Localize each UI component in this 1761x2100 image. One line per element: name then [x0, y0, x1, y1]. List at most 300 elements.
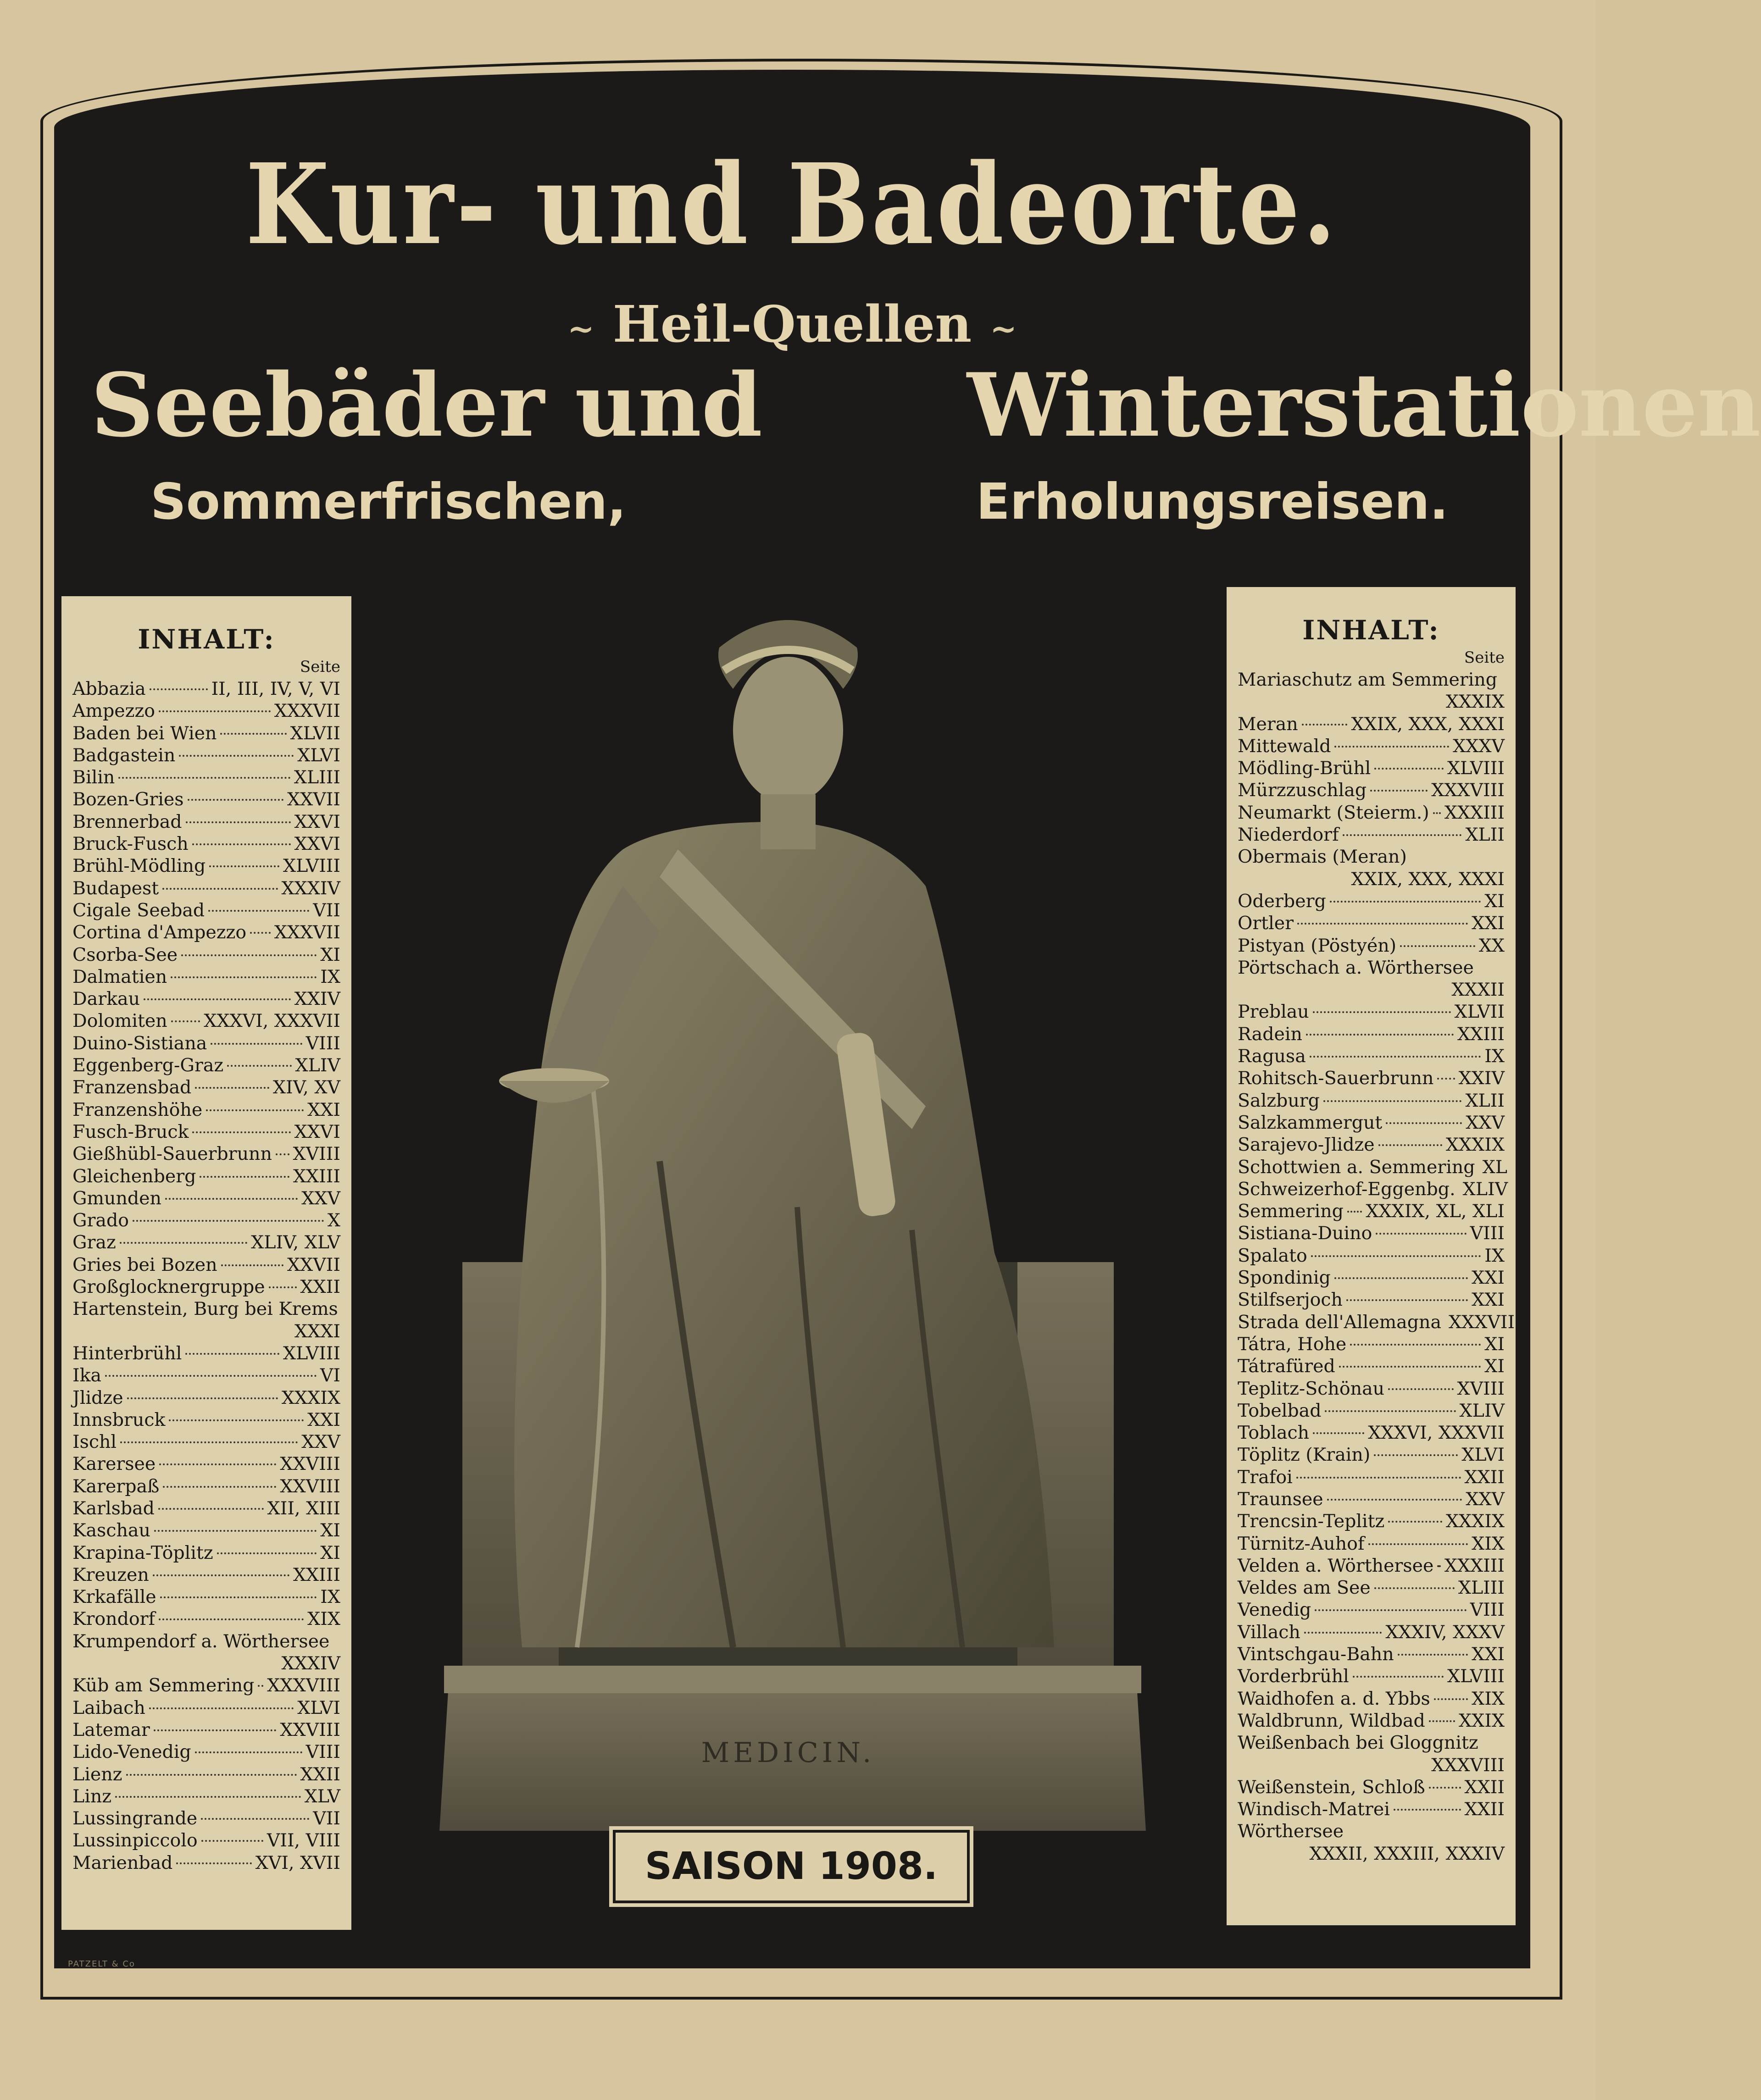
index-entry-name: Wörthersee: [1238, 1821, 1344, 1842]
index-entry-pages: XXI: [1472, 1644, 1505, 1665]
index-entry-name: Marienbad: [72, 1852, 173, 1873]
index-entry-leader: [195, 1087, 269, 1089]
index-entry: [72, 1542, 340, 1564]
index-entry: [1238, 1134, 1505, 1156]
index-entry: [72, 1497, 340, 1519]
index-entry-leader: [1327, 1499, 1462, 1501]
index-entry-name: Ampezzo: [72, 700, 156, 722]
index-entry-leader: [154, 1729, 277, 1731]
index-entry-leader: [195, 1751, 302, 1753]
index-entry-name: Graz: [72, 1232, 116, 1253]
index-entry: [72, 811, 340, 833]
index-entry: [72, 1165, 340, 1187]
index-entry: [72, 1807, 340, 1829]
index-entry-name: Semmering: [1238, 1201, 1344, 1222]
index-entry-leader: [1297, 923, 1468, 925]
index-entry-name: Franzensbad: [72, 1077, 192, 1098]
index-entry: [1238, 669, 1505, 691]
index-entry-name: Traunsee: [1238, 1488, 1323, 1510]
index-entry-pages: XXXVIII: [1431, 780, 1505, 801]
index-entry-name: Sistiana-Duino: [1238, 1223, 1372, 1244]
index-entry-leader: [1386, 1122, 1462, 1124]
index-entry-pages: XLIII: [1458, 1577, 1505, 1599]
index-entry-name: Windisch-Matrei: [1238, 1799, 1390, 1820]
index-entry-name: Neumarkt (Steierm.): [1238, 802, 1429, 823]
index-entry-name: Weißenstein, Schloß: [1238, 1776, 1425, 1798]
index-entry-name: Krumpendorf a. Wörthersee: [72, 1630, 330, 1652]
index-entry-leader: [105, 1375, 317, 1377]
index-entry: [72, 944, 340, 966]
index-entry-pages: XXII: [1464, 1776, 1505, 1798]
index-entry: [1238, 1555, 1505, 1577]
index-entry-name: Gries bei Bozen: [72, 1254, 217, 1275]
index-entry-leader: [133, 1220, 324, 1222]
index-entry-pages: XI: [1484, 1333, 1505, 1355]
index-entry-leader: [159, 710, 271, 712]
index-entry-name: Krapina-Töplitz: [72, 1542, 213, 1563]
index-entry-leader: [127, 1397, 278, 1399]
index-entry-leader: [1376, 1233, 1466, 1235]
index-entry-pages: XLVIII: [283, 1342, 340, 1364]
index-entry-pages: XII, XIII: [267, 1497, 340, 1519]
index-entry-pages: XXXVI, XXXVII: [204, 1010, 340, 1032]
index-entry-leader: [1433, 812, 1441, 814]
index-entry: [1238, 713, 1505, 735]
index-entry-name: Csorba-See: [72, 944, 178, 965]
index-entry: [72, 1630, 340, 1652]
index-entry-pages: XXV: [301, 1431, 340, 1453]
index-entry: [1238, 1798, 1505, 1820]
index-entry-pages: XXIII: [293, 1165, 340, 1187]
index-entry-leader: [1296, 1477, 1461, 1479]
index-entry: [72, 1342, 340, 1364]
index-entry-leader: [208, 910, 309, 912]
index-entry-name: Schottwien a. Semmering: [1238, 1156, 1475, 1178]
index-entry: [72, 1475, 340, 1497]
index-entry-leader: [276, 1153, 289, 1155]
index-entry-name: Velden a. Wörthersee: [1238, 1555, 1434, 1576]
statue-inscription: MEDICIN.: [701, 1737, 875, 1769]
index-entry-name: Badgastein: [72, 744, 176, 766]
index-entry: [1238, 1023, 1505, 1045]
index-entry: [1238, 1156, 1505, 1178]
index-entry-name: Veldes am See: [1238, 1577, 1371, 1599]
index-entry: [72, 877, 340, 899]
index-entry-name: Tobelbad: [1238, 1400, 1322, 1421]
index-entry-name: Ischl: [72, 1431, 117, 1453]
index-entry-pages: XXV: [1466, 1112, 1505, 1133]
index-entry-pages: IX: [320, 1586, 340, 1608]
index-entry-name: Villach: [1238, 1621, 1300, 1643]
index-entry-leader: [1350, 1344, 1481, 1346]
index-entry-name: Toblach: [1238, 1422, 1310, 1444]
index-entry-name: Küb am Semmering: [72, 1675, 255, 1696]
index-entry-name: Darkau: [72, 988, 140, 1010]
index-entry: [72, 1697, 340, 1719]
index-entry-pages: XXII: [300, 1763, 340, 1785]
index-entry-leader: [209, 865, 279, 867]
index-entry-pages: XLV: [304, 1785, 340, 1807]
index-entry: [72, 1121, 340, 1143]
index-entry: [1238, 1289, 1505, 1311]
index-entry-leader: [1374, 1454, 1458, 1456]
index-entry-name: Hartenstein, Burg bei Krems: [72, 1298, 338, 1320]
index-entry-name: Bruck-Fusch: [72, 833, 189, 855]
index-entry-pages: XLVII: [290, 722, 340, 744]
index-entry: [72, 678, 340, 700]
index-entry-pages: VII, VIII: [267, 1830, 340, 1851]
index-entry-leader: [118, 777, 290, 779]
index-entry-pages: XXXIII: [1444, 1555, 1505, 1576]
left-subheading: Sommerfrischen,: [150, 473, 627, 531]
index-entry-leader: [154, 1530, 317, 1532]
index-entry-leader: [169, 1419, 304, 1421]
index-left-list: [72, 678, 340, 1874]
index-entry-pages: XXVIII: [280, 1475, 340, 1497]
index-entry-leader: [269, 1286, 297, 1288]
index-entry-leader: [1388, 1521, 1442, 1523]
index-entry-pages: XLVIII: [1447, 758, 1505, 779]
index-entry-leader: [150, 688, 208, 690]
index-entry-pages: XXI: [1472, 1289, 1505, 1311]
index-entry-leader: [159, 1463, 276, 1465]
index-entry-pages: IX: [320, 966, 340, 987]
index-entry-pages: XXIV: [1458, 1068, 1505, 1089]
index-entry-name: Hinterbrühl: [72, 1342, 182, 1364]
index-entry-name: Kreuzen: [72, 1564, 149, 1585]
index-entry-name: Franzenshöhe: [72, 1099, 203, 1120]
index-entry: [1238, 1732, 1505, 1754]
index-entry-pages: XIX: [1472, 1533, 1505, 1554]
index-entry-pages: XXIX, XXX, XXXI: [1351, 868, 1505, 890]
index-entry-name: Gleichenberg: [72, 1165, 196, 1187]
index-entry: [1238, 1045, 1505, 1067]
index-entry-pages: XLVI: [1461, 1444, 1505, 1466]
index-entry-leader: [227, 1065, 291, 1067]
index-right-heading: INHALT:: [1302, 615, 1440, 646]
index-entry-pages: XLVI: [297, 1697, 340, 1718]
index-entry-pages: XXXVII: [1449, 1311, 1515, 1333]
index-entry-leader: [162, 888, 278, 890]
index-entry-name: Mödling-Brühl: [1238, 758, 1371, 779]
index-entry: [1238, 935, 1505, 957]
index-entry: [72, 855, 340, 877]
index-entry: [1238, 1378, 1505, 1400]
index-entry-leader: [1323, 1100, 1461, 1102]
index-entry-leader: [1325, 1410, 1455, 1412]
index-entry-name: Laibach: [72, 1697, 145, 1718]
index-entry-leader: [159, 1618, 304, 1620]
index-entry-name: Budapest: [72, 877, 159, 899]
index-entry-pages: XXIX, XXX, XXXI: [1351, 713, 1505, 735]
index-entry-pages: XXXIX: [1445, 691, 1505, 713]
index-entry-leader: [188, 799, 284, 801]
index-entry-name: Oderberg: [1238, 890, 1326, 912]
index-entry-pages: XI: [320, 944, 340, 965]
index-entry: [1238, 1355, 1505, 1377]
index-entry-name: Mürzzuschlag: [1238, 780, 1367, 801]
index-entry-leader: [1370, 790, 1428, 792]
index-entry-leader: [258, 1685, 263, 1687]
index-entry: [1238, 1710, 1505, 1732]
index-entry-pages: IX: [1484, 1245, 1505, 1266]
index-entry-leader: [1398, 1654, 1468, 1656]
index-entry-pages: XXVIII: [280, 1719, 340, 1740]
index-entry-pages: XXXIX: [1445, 1511, 1505, 1532]
index-entry-leader: [171, 1020, 200, 1022]
index-entry-name: Latemar: [72, 1719, 150, 1740]
index-entry: [72, 1231, 340, 1253]
index-entry-name: Lienz: [72, 1763, 122, 1785]
index-entry-pages: XLVII: [1454, 1001, 1505, 1023]
index-entry-pages: XXVI: [294, 811, 340, 832]
index-entry: [1238, 1510, 1505, 1532]
index-entry-name: Lussingrande: [72, 1808, 198, 1829]
index-entry-pages: XXXII: [1451, 979, 1505, 1001]
index-entry-leader: [217, 1552, 317, 1554]
index-entry: [1238, 1466, 1505, 1488]
index-entry-name: Grado: [72, 1210, 129, 1231]
index-entry-name: Pörtschach a. Wörthersee: [1238, 957, 1474, 978]
index-entry: [72, 1852, 340, 1874]
index-entry-pages: XXXVI, XXXVII: [1368, 1422, 1505, 1444]
index-entry-pages: XXXIV: [281, 1653, 340, 1674]
index-entry-leader: [1334, 746, 1449, 748]
index-entry-name: Lido-Venedig: [72, 1741, 191, 1763]
index-entry: [72, 1209, 340, 1231]
index-entry-name: Sarajevo-Jlidze: [1238, 1134, 1375, 1156]
index-entry: [72, 1608, 340, 1630]
index-entry: [72, 1829, 340, 1851]
index-entry: [1238, 1665, 1505, 1687]
index-entry-pages: XVIII: [1457, 1378, 1505, 1399]
index-entry: [1238, 1333, 1505, 1355]
index-entry-name: Innsbruck: [72, 1409, 166, 1430]
index-entry-name: Krkafälle: [72, 1586, 156, 1608]
index-entry: [72, 988, 340, 1010]
index-entry: [1238, 779, 1505, 801]
index-entry: [72, 1143, 340, 1165]
index-entry-leader: [120, 1441, 298, 1443]
index-entry-leader: [1343, 834, 1462, 836]
index-entry-pages: XXI: [1472, 1267, 1505, 1289]
index-entry-name: Abbazia: [72, 678, 146, 699]
index-entry-leader: [1311, 1255, 1481, 1257]
index-entry: [72, 833, 340, 855]
index-entry-pages: XI: [1484, 1356, 1505, 1377]
index-entry-leader: [211, 1043, 302, 1045]
index-entry: [1238, 1067, 1505, 1089]
index-entry-name: Pistyan (Pöstyén): [1238, 935, 1397, 956]
index-entry: [72, 1010, 340, 1032]
index-entry: [72, 1741, 340, 1763]
index-entry: [72, 1763, 340, 1785]
index-entry-pages: XXII: [300, 1276, 340, 1298]
index-entry-name: Duino-Sistiana: [72, 1032, 207, 1054]
index-entry-name: Radein: [1238, 1023, 1302, 1045]
index-entry-leader: [1330, 901, 1481, 903]
index-entry-pages: XXV: [301, 1187, 340, 1209]
index-entry-name: Tátra, Hohe: [1238, 1333, 1347, 1355]
index-entry-name: Kaschau: [72, 1520, 150, 1541]
index-entry-leader: [171, 976, 317, 978]
index-right-list: [1238, 669, 1515, 1865]
index-entry-leader: [1394, 1809, 1461, 1811]
index-entry-pages: XXXIX, XL, XLI: [1366, 1201, 1505, 1222]
index-left-box: [61, 596, 351, 1930]
index-entry-leader: [1304, 1632, 1382, 1634]
index-entry-pages: X: [327, 1210, 340, 1231]
ornament-right-icon: ~: [990, 309, 1017, 348]
index-entry-pages: XXI: [1472, 913, 1505, 934]
index-entry: [1238, 1776, 1505, 1798]
index-entry-pages: XLIV: [1462, 1178, 1508, 1200]
index-entry-name: Mittewald: [1238, 735, 1331, 757]
index-entry-pages: XXIX: [1459, 1710, 1505, 1731]
index-entry-name: Venedig: [1238, 1599, 1311, 1621]
index-entry: [1238, 757, 1505, 779]
index-entry: [72, 744, 340, 766]
index-entry-name: Ragusa: [1238, 1046, 1306, 1067]
index-entry: [1238, 912, 1505, 934]
index-entry: [72, 1187, 340, 1209]
index-entry-pages: XXXVIII: [267, 1675, 340, 1696]
index-entry-leader: [181, 954, 317, 956]
index-entry-leader: [153, 1574, 289, 1576]
index-entry: [1238, 1311, 1515, 1333]
index-entry: [1238, 735, 1505, 757]
index-entry-leader: [163, 1486, 276, 1488]
index-entry-leader: [1374, 768, 1444, 770]
index-entry: [1238, 1090, 1505, 1112]
index-right-box: [1227, 587, 1516, 1925]
index-entry-leader: [179, 755, 294, 757]
index-entry: [1238, 1222, 1505, 1244]
index-left-heading: INHALT:: [138, 624, 275, 655]
index-entry-name: Vintschgau-Bahn: [1238, 1644, 1394, 1665]
index-entry-pages: XXXI: [294, 1320, 340, 1342]
index-entry: [1238, 802, 1505, 824]
index-entry-pages: VII: [313, 899, 340, 921]
index-entry-leader: [1315, 1609, 1466, 1611]
index-entry: [72, 1254, 340, 1276]
index-entry-leader: [126, 1774, 297, 1776]
statue-illustration: [384, 473, 1210, 1831]
index-entry-pages: XXVIII: [280, 1453, 340, 1475]
index-entry: [72, 1564, 340, 1586]
index-entry: [1238, 1422, 1505, 1444]
index-entry-pages: XXXV: [1453, 735, 1505, 757]
index-entry-name: Bilin: [72, 767, 115, 788]
index-entry-name: Dolomiten: [72, 1010, 167, 1032]
index-entry-leader: [144, 998, 291, 1000]
index-entry-name: Brennerbad: [72, 811, 182, 832]
subtitle-line: [54, 294, 1530, 354]
subtitle: Heil-Quellen: [612, 294, 972, 354]
index-entry-pages: VII: [313, 1808, 340, 1829]
index-entry-name: Cigale Seebad: [72, 899, 205, 921]
index-entry-leader: [1339, 1366, 1481, 1368]
index-entry-name: Dalmatien: [72, 966, 167, 987]
index-entry-pages: XIX: [307, 1608, 340, 1630]
index-entry: [72, 1054, 340, 1076]
index-entry-name: Strada dell'Allemagna: [1238, 1311, 1441, 1333]
index-entry-leader: [1306, 1034, 1454, 1036]
index-entry-name: Obermais (Meran): [1238, 846, 1407, 868]
index-entry: [1238, 1688, 1505, 1710]
index-entry-leader: [192, 1131, 290, 1133]
index-entry-leader: [186, 821, 291, 823]
saison-label: SAISON 1908.: [613, 1830, 970, 1903]
index-entry: [72, 1298, 340, 1320]
index-entry-leader: [115, 1796, 301, 1798]
index-entry: [72, 1387, 340, 1409]
index-entry-pages: IX: [1484, 1046, 1505, 1067]
index-entry-pages: XXXIV: [281, 877, 340, 899]
index-entry-pages: VIII: [306, 1741, 340, 1763]
index-entry-leader: [1400, 945, 1475, 947]
index-entry: [1238, 957, 1505, 979]
index-entry-name: Rohitsch-Sauerbrunn: [1238, 1068, 1434, 1089]
index-entry-name: Niederdorf: [1238, 824, 1339, 846]
index-entry-pages: XIV, XV: [272, 1077, 340, 1098]
index-entry: [1238, 1245, 1505, 1267]
index-entry-leader: [1313, 1432, 1364, 1434]
right-heading: Winterstationen: [967, 354, 1761, 456]
index-entry-pages: XLVIII: [1447, 1666, 1505, 1687]
index-entry-name: Gießhübl-Sauerbrunn: [72, 1143, 272, 1165]
index-entry-pages: XLVIII: [283, 855, 340, 877]
index-entry-name: Baden bei Wien: [72, 722, 217, 744]
index-entry: [1238, 1533, 1505, 1555]
index-entry-pages: XXXIII: [1444, 802, 1505, 823]
index-entry-pages: XXIV: [294, 988, 340, 1010]
index-entry-leader: [1437, 1078, 1455, 1080]
index-entry-pages: XXVII: [287, 789, 340, 810]
index-entry-leader: [1353, 1676, 1444, 1678]
index-entry: [72, 1719, 340, 1741]
index-entry-leader: [1378, 1144, 1442, 1146]
index-entry: [72, 1364, 340, 1386]
index-entry-name: Ika: [72, 1365, 102, 1386]
index-entry-name: Preblau: [1238, 1001, 1309, 1023]
index-entry-pages: XLII: [1465, 824, 1505, 846]
index-entry: [1238, 890, 1505, 912]
index-entry-pages: XXII: [1464, 1799, 1505, 1820]
index-entry: [72, 1674, 340, 1696]
index-entry-pages: XXIII: [1457, 1023, 1505, 1045]
index-entry-pages: XXXIX: [1445, 1134, 1505, 1156]
index-entry-name: Tátrafüred: [1238, 1356, 1335, 1377]
index-entry-leader: [250, 932, 271, 934]
index-entry-name: Salzburg: [1238, 1090, 1320, 1111]
index-entry-leader: [165, 1198, 298, 1200]
index-entry-name: Waidhofen a. d. Ybbs: [1238, 1688, 1430, 1709]
index-entry-pages: XX: [1478, 935, 1505, 956]
index-entry: [1238, 1488, 1505, 1510]
index-entry: [72, 966, 340, 988]
index-entry-pages: VIII: [306, 1032, 340, 1054]
index-entry-leader: [200, 1176, 289, 1178]
index-entry-pages: VI: [320, 1365, 340, 1386]
index-entry: [1238, 1178, 1508, 1200]
ornament-left-icon: ~: [567, 309, 594, 348]
index-entry-pages: XLIV: [295, 1055, 340, 1076]
index-entry: [1238, 1621, 1505, 1643]
index-entry-leader: [1429, 1720, 1455, 1722]
main-title: Kur- und Badeorte.: [245, 139, 1339, 270]
black-panel: [54, 70, 1761, 1969]
